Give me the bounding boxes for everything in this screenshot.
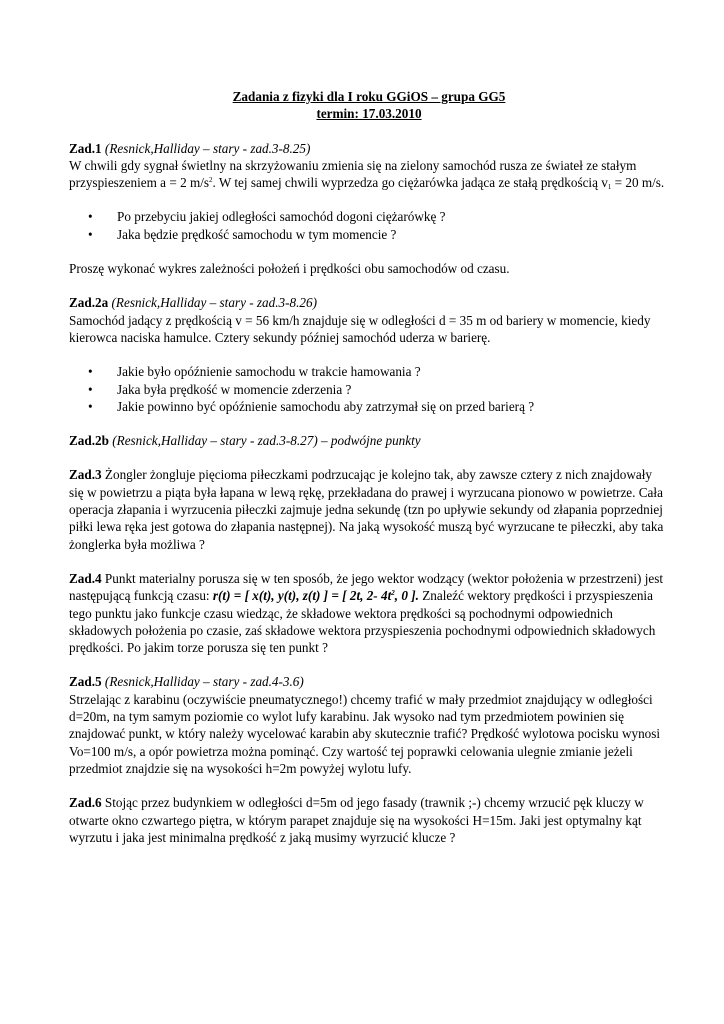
problem-6 [69,794,669,846]
problem-reference: (Resnick,Halliday – stary - zad.3-8.27) – podwójne punkty [112,433,421,449]
formula-part: r(t) = [ x(t), y(t), z(t) ] = [ 2t, 2- 4t [212,588,392,604]
problem-2a [69,294,669,415]
problem-4-text [69,570,669,656]
problem-1-note: Proszę wykonać wykres zależności położeń i prędkości obu samochodów od czasu. [69,261,510,277]
problem-5-heading [69,673,669,690]
problem-label: Zad.4 [69,570,102,586]
text-part: W chwili gdy sygnał świetlny na skrzyżowaniu zmienia się na zielony samochód rusza ze świateł ze stałym przyspieszeniem a = 2 m/s [69,157,637,191]
superscript: 2 [209,176,213,185]
problem-6-text [69,794,669,846]
bullet-item: • Po przebyciu jakiej odległości samochód dogoni ciężarówkę ? [69,208,669,225]
problem-label: Zad.3 [69,467,102,483]
problem-5 [69,673,669,777]
text-part: = 20 m/s. [611,175,665,191]
problem-reference: (Resnick,Halliday – stary - zad.3-8.26) [111,295,317,311]
bullet-item: • Jakie powinno być opóźnienie samochodu aby zatrzymał się on przed barierą ? [69,398,669,415]
superscript: 2 [391,589,395,598]
problem-2b [69,432,669,449]
text-part: Żongler żongluje pięcioma piłeczkami podrzucając je kolejno tak, aby zawsze cztery z nich znajdowały się w powietrzu a piąta była łapana w lewą rękę, przekładana do prawej i wyrzucana pionowo w powietrze. Cała operacja złapania i wyrzucenia piłeczki zajmuje jedna sekundę (tzn po upływie sekundy od złapania poprzedniej piłki lewa ręka jest gotowa do złapania następnej). Na jaką wysokość muszą być wyrzucane te piłeczki, aby taka żonglerka była możliwa ? [69,467,664,552]
document-date: termin: 17.03.2010 [316,106,422,122]
document-title: Zadania z fizyki dla I roku GGiOS – grupa GG5 [232,89,506,104]
problem-label: Zad.5 [69,674,102,690]
problem-label: Zad.2b [69,433,109,449]
text-part: . W tej samej chwili wyprzedza go ciężarówka jadąca ze stałą prędkością v [212,175,608,191]
problem-2a-heading [69,294,669,311]
problem-2b-heading [69,432,669,449]
problem-label: Zad.2a [69,295,109,311]
formula-part: , 0 ]. [394,588,419,604]
problem-5-text: Strzelając z karabinu (oczywiście pneumatycznego!) chcemy trafić w mały przedmiot znajdujący w odległości d=20m, na tym samym poziomie co wylot lufy karabinu. Jak wysoko nad tym przedmiotem powinien się znajdować punkt, w który należy wycelować karabin aby skutecznie trafić? Prędkość wylotowa pocisku wynosi Vo=100 m/s, a opór powietrza można pominąć. Czy wartość tej poprawki celowania ulegnie zmianie jeżeli przedmiot znajdzie się na wysokości h=2m powyżej wylotu lufy. [69,691,661,776]
problem-reference: (Resnick,Halliday – stary - zad.3-8.25) [104,140,311,156]
bullet-item: • Jaka będzie prędkość samochodu w tym momencie ? [69,226,669,243]
problem-3 [69,466,669,552]
text-part: Znaleźć wektory prędkości i przyspieszenia tego punktu jako funkcje czasu wiedząc, że składowe wektora prędkości są pochodnymi odpowiednich składowych położenia po czasie, zaś składowe wektora przyspieszenia pochodnymi odpowiednich składowych prędkości. Po jakim torze porusza się ten punkt ? [69,588,656,656]
bullet-item: • Jaka była prędkość w momencie zderzenia ? [69,381,669,398]
subscript: 1 [607,183,612,192]
bullet-list [69,208,669,243]
problem-1-heading [69,140,669,157]
problem-4 [69,570,669,656]
bullet-list [69,363,669,415]
problem-1-text [69,157,669,192]
problem-2a-text: Samochód jadący z prędkością v = 56 km/h znajduje się w odległości d = 35 m od bariery w momencie, kiedy kierowca naciska hamulce. Cztery sekundy później samochód uderza w barierę. [69,312,651,345]
document-page [69,88,669,846]
text-part: Stojąc przez budynkiem w odległości d=5m od jego fasady (trawnik ;-) chcemy wrzucić pęk kluczy w otwarte okno czwartego piętra, w którym parapet znajduje się na wysokości H=15m. Jaki jest optymalny kąt wyrzutu i jaka jest minimalna prędkość z jaką musimy wyrzucić klucze ? [69,795,644,845]
problem-label: Zad.6 [69,795,102,811]
text-part: Punkt materialny porusza się w ten sposób, że jego wektor wodzący (wektor położenia w przestrzeni) jest następującą funkcją czasu: [69,570,664,604]
problem-3-text [69,466,669,552]
problem-reference: (Resnick,Halliday – stary - zad.4-3.6) [101,674,304,690]
formula [213,588,419,603]
bullet-item: • Jakie było opóźnienie samochodu w trakcie hamowania ? [69,363,669,380]
problem-label: Zad.1 [69,140,102,156]
problem-1 [69,140,669,278]
